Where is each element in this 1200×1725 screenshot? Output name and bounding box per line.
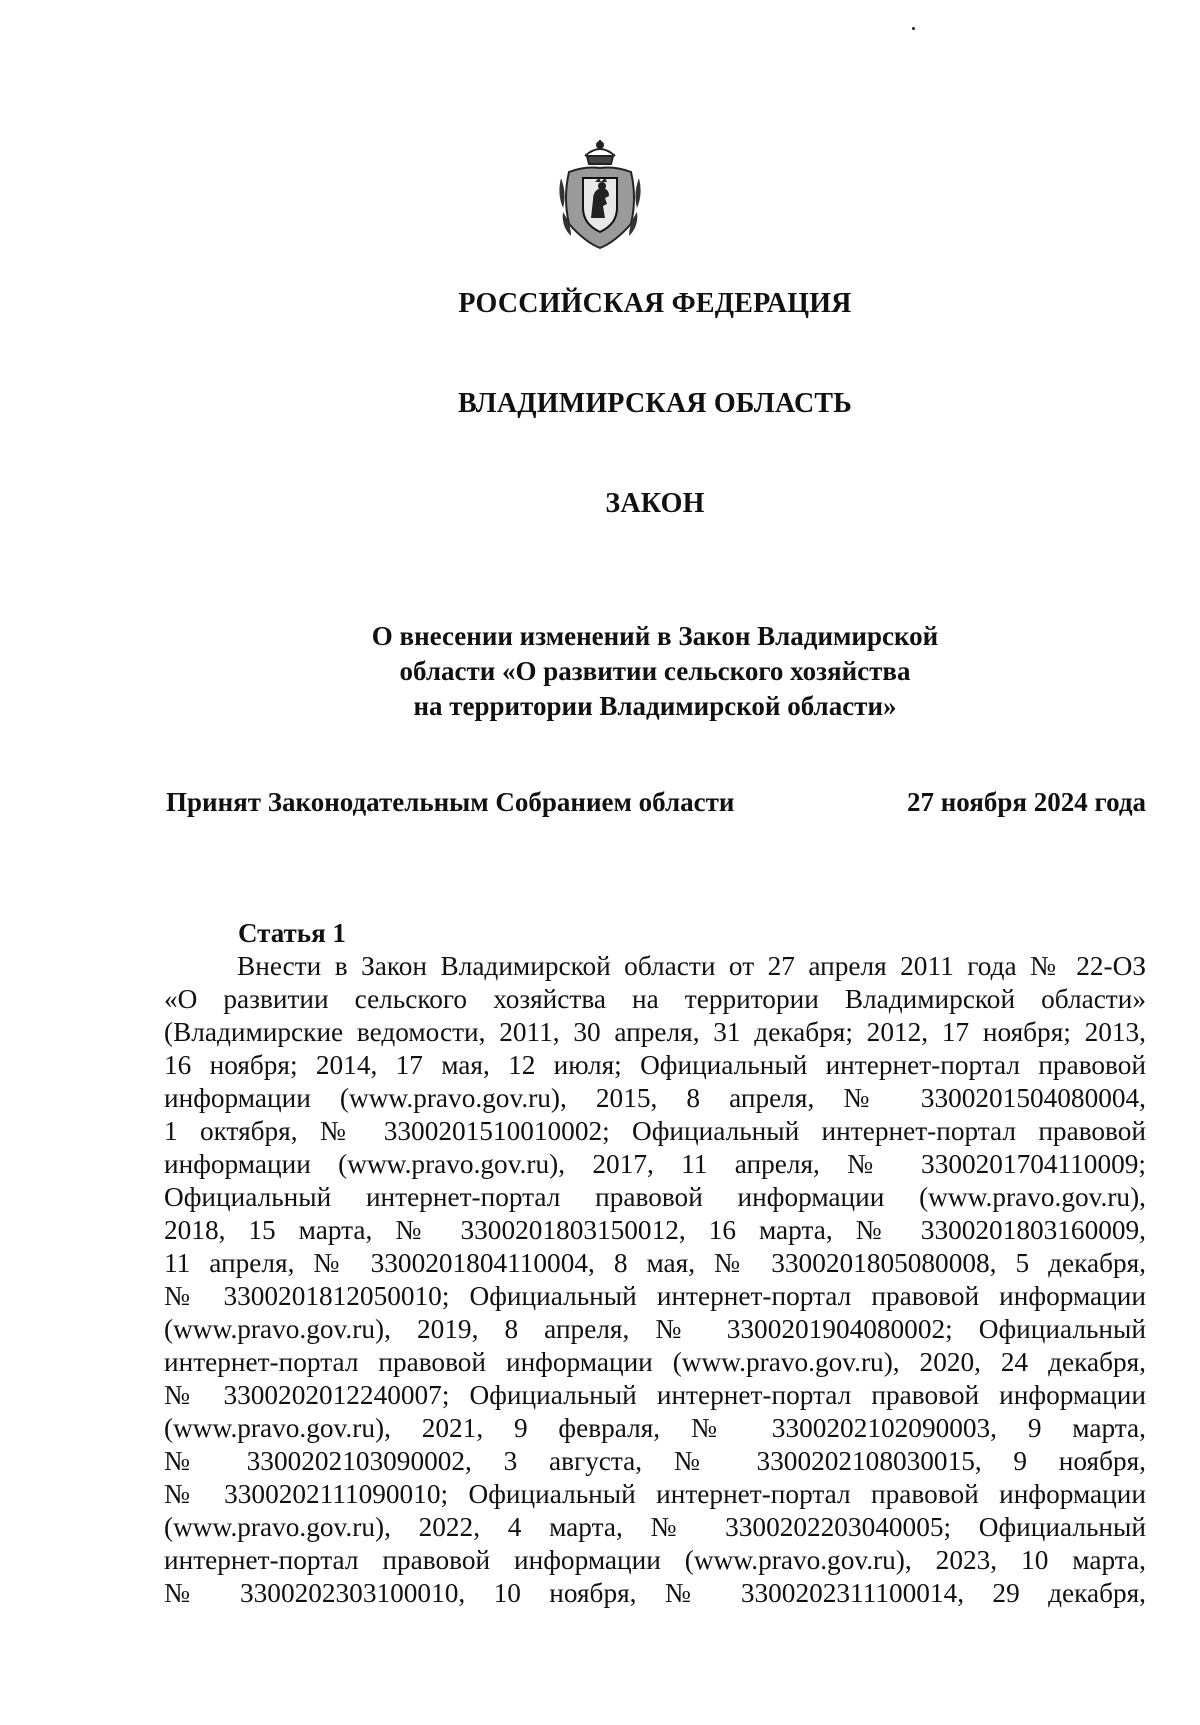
document-type-heading: ЗАКОН	[605, 488, 705, 519]
adoption-date: 27 ноября 2024 года	[907, 787, 1146, 817]
article-line: «О развитии сельского хозяйства на территории Владимирской области»	[164, 984, 1146, 1014]
article-line: 16 ноября; 2014, 17 мая, 12 июля; Официальный интернет-портал правовой	[164, 1050, 1146, 1080]
law-title	[0, 619, 1200, 724]
article-line: (www.pravo.gov.ru), 2022, 4 марта, № 3300202203040005; Официальный	[164, 1512, 1146, 1542]
country-heading: РОССИЙСКАЯ ФЕДЕРАЦИЯ	[458, 288, 852, 319]
article-line: интернет-портал правовой информации (www.pravo.gov.ru), 2020, 24 декабря,	[164, 1347, 1146, 1377]
article-line: интернет-портал правовой информации (www.pravo.gov.ru), 2023, 10 марта,	[164, 1545, 1146, 1575]
coat-of-arms-emblem	[555, 138, 645, 252]
article-line: 2018, 15 марта, № 3300201803150012, 16 марта, № 3300201803160009,	[164, 1215, 1146, 1245]
article-line: (Владимирские ведомости, 2011, 30 апреля, 31 декабря; 2012, 17 ноября; 2013,	[164, 1017, 1146, 1047]
adoption-label: Принят Законодательным Собранием области	[166, 787, 735, 817]
article-line: № 3300202303100010, 10 ноября, № 3300202311100014, 29 декабря,	[164, 1578, 1146, 1608]
law-title-line: на территории Владимирской области»	[413, 691, 897, 721]
scan-speck	[912, 27, 915, 30]
article-line: Внести в Закон Владимирской области от 27 апреля 2011 года № 22-ОЗ	[237, 951, 1146, 981]
article-line: № 3300202012240007; Официальный интернет-портал правовой информации	[164, 1380, 1146, 1410]
article-line: № 3300202103090002, 3 августа, № 3300202108030015, 9 ноября,	[164, 1446, 1146, 1476]
article-heading: Статья 1	[238, 918, 346, 948]
article-body	[164, 950, 1146, 1610]
law-title-line: области «О развитии сельского хозяйства	[399, 656, 911, 686]
article-line: (www.pravo.gov.ru), 2021, 9 февраля, № 3300202102090003, 9 марта,	[164, 1413, 1146, 1443]
article-line: информации (www.pravo.gov.ru), 2015, 8 апреля, № 3300201504080004,	[164, 1083, 1146, 1113]
article-line: информации (www.pravo.gov.ru), 2017, 11 апреля, № 3300201704110009;	[164, 1149, 1146, 1179]
article-line: № 3300202111090010; Официальный интернет-портал правовой информации	[164, 1479, 1146, 1509]
law-title-line: О внесении изменений в Закон Владимирской	[371, 621, 939, 651]
region-heading: ВЛАДИМИРСКАЯ ОБЛАСТЬ	[457, 388, 853, 419]
article-line: 1 октября, № 3300201510010002; Официальный интернет-портал правовой	[164, 1116, 1146, 1146]
article-line: № 3300201812050010; Официальный интернет-портал правовой информации	[164, 1281, 1146, 1311]
article-line: 11 апреля, № 3300201804110004, 8 мая, № 3300201805080008, 5 декабря,	[164, 1248, 1146, 1278]
article-line: (www.pravo.gov.ru), 2019, 8 апреля, № 3300201904080002; Официальный	[164, 1314, 1146, 1344]
article-line: Официальный интернет-портал правовой информации (www.pravo.gov.ru),	[164, 1182, 1146, 1212]
adoption-line	[166, 785, 1146, 819]
